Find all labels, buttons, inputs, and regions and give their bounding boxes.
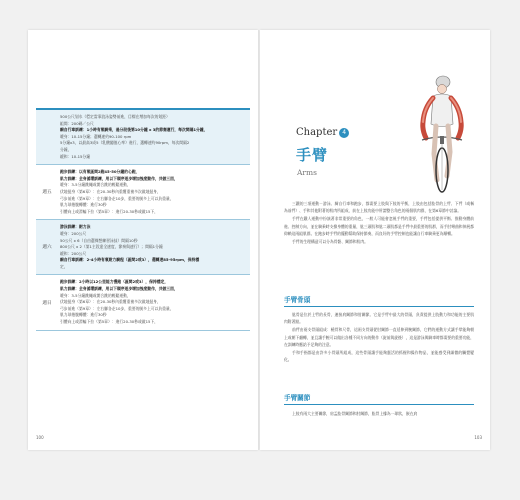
- plan-line: 弓步前進（第9章）：左右腳各走10步，重要的腿多上可以負重量，: [60, 305, 174, 311]
- chapter-subtitle: Arms: [297, 168, 317, 177]
- section-text: [284, 311, 474, 364]
- day-label: 週日: [42, 300, 52, 306]
- plan-line: 伏地挺身（第6章）：在20-30秒內重覆重複多次做地挺身，: [60, 188, 161, 194]
- plan-line: 定，: [60, 263, 68, 269]
- paragraph: 三鐵的三項運動－游泳、騎自行車和跑步，都需要上肢與下肢的平衡，上肢由包括肱骨的上臂、下臂（或稱為前臂）、手和其他附著的肌肉所組成，前在上肢功能中所謂整合角色的兩個肌肉群，在第6章節中討論。: [284, 201, 474, 214]
- left-page: [28, 30, 258, 450]
- page-number: 103: [474, 435, 482, 440]
- table-row: [36, 275, 250, 330]
- table-row: [36, 220, 250, 275]
- day-label: 週六: [42, 245, 52, 251]
- plan-line: 組間：200碼／公尺: [60, 120, 94, 126]
- chapter-number-badge: 4: [339, 128, 349, 138]
- section-text: [284, 410, 474, 418]
- table-row: [36, 165, 250, 220]
- section-heading: 手臂關節: [284, 394, 311, 402]
- paragraph: 手和手指都是由許多小骨頭所組成，這些骨頭讓手能夠靈活的抓握和操作物品，並能感受到細微的觸覺變化。: [284, 350, 474, 363]
- plan-line: 伏地挺身（第6章）：在20-30秒內重覆重複多次做地挺身，: [60, 299, 161, 305]
- table-row: [36, 110, 250, 165]
- plan-line: 肌力訓練：全身循環訓練，用以下順序逐步增加強度動作，共做三回，: [60, 175, 178, 181]
- paragraph: 肱骨是位於上臂的長骨，連接肩關節和肘關節。它是手臂中最大的骨頭，負責提供上肢動力和功能的主要肌肉附著點。: [284, 312, 474, 325]
- intro-text: [284, 200, 474, 246]
- day-label: [36, 110, 58, 164]
- day-label: 週五: [42, 190, 52, 196]
- plan-line: 緩和：10-15分鐘: [60, 153, 91, 159]
- plan-line: 引體向上或滑輪下拉（第5章）：進行20-30秒或做15下，: [60, 208, 159, 214]
- section-heading: 手臂骨頭: [284, 296, 311, 304]
- plan-line: 暖身：3-5分鐘跳繩或開合跳的輕鬆運動，: [60, 292, 131, 298]
- plan-line: 暖身：3-5分鐘跳繩或開合跳的輕鬆運動，: [60, 182, 131, 188]
- plan-line: 騎自行車訓練：2-4小時有氧耐力騎程（區間2或3），選轉速85-95rpm，保持穩: [60, 257, 200, 263]
- section-divider: [284, 306, 474, 307]
- chapter-label: [296, 127, 349, 138]
- plan-line: 緩和：200公尺: [60, 250, 87, 256]
- plan-line: 肌力球捲腹轉體：進行30秒: [60, 312, 107, 318]
- right-page: [260, 30, 490, 450]
- plan-line: 分鐘，: [60, 146, 72, 152]
- cyclist-illustration: [410, 72, 472, 194]
- plan-line: 跑步訓練：以有氧區間2跑45-50分鐘的心跑，: [60, 169, 140, 175]
- plan-line: 弓步前進（第9章）：左右腳各走10步，重要的腿多上可以負重量，: [60, 195, 174, 201]
- page-number: 100: [36, 435, 44, 440]
- plan-line: 500公尺划水（穩定當事浪泳姿勢前進，目標在增加每次的划距）: [60, 114, 170, 119]
- paragraph: 手臂在鐵人運動中扮演著非常重要的角色，一般人可能會忽視手臂的重要，手臂包括提供平衡、推動身體前進、控制方向，並在騎乘時支撐身體的重量，肱三頭肌和肱二頭肌都是手臂中最重要的肌群，而手肘彎曲和伸展都仰賴這兩組肌群。在跑步時手臂的擺動幫助保持節奏，而良好的手臂控制也能讓自行車騎乘更為順暢。: [284, 216, 474, 236]
- plan-line: 跑步訓練：2小時以12公里能力慢跑（區間2或3），保持穩定，: [60, 279, 169, 285]
- plan-line: 800公尺 x 2（第1主段達全速度，節奏與速行）；間隔1分鐘: [60, 244, 163, 250]
- paragraph: 前臂由兩支骨頭組成：橈骨和尺骨，這兩支骨頭從肘關節一直延伸到腕關節，它們的運動方式讓手掌能夠朝上或朝下翻轉，並且讓手腕可以做出各種不同方向的動作（旋前與旋後），這是游泳與騎車時都需要的重要功能，在訓練時應給予足夠的注意。: [284, 327, 474, 347]
- paragraph: 上肢有兩大主要關節，肩盂肱骨關節和肘關節，肱骨上緣為一球狀，嵌在肩: [292, 411, 418, 416]
- plan-line: 引體向上或滑輪下拉（第5章）：進行20-30秒或做15下，: [60, 319, 159, 325]
- plan-line: 50公尺 x 6（自由選擇想練習泳技）間隔10秒: [60, 237, 138, 243]
- plan-line: 暖身：200公尺: [60, 230, 87, 236]
- plan-line: 暖身：10-15分鐘；選轉速約90-100 rpm: [60, 133, 132, 139]
- plan-line: 游泳訓練：耐力泳: [60, 224, 91, 230]
- paragraph: 手臂的生理構造可以分為骨骼、關節和肌肉。: [292, 239, 368, 245]
- chapter-title: 手臂: [296, 146, 329, 164]
- plan-line: 肌力球捲腹轉體：進行30秒: [60, 202, 107, 208]
- plan-line: 騎自行車訓練：1小時有氧騎乘，過分段後第10分鐘 x 3的節奏運行，每次間隔1分鐘，: [60, 127, 208, 133]
- plan-line: 肌力訓練：全身循環訓練，用以下順序逐步增加強度動作，共做三回，: [60, 286, 178, 292]
- training-plan-table: [36, 108, 250, 331]
- plan-line: 5分鐘x3，以最高3成5（乳酸閾值心率）進行，選轉速約90rpm，每次間隔2: [60, 140, 190, 146]
- chapter-word: Chapter: [296, 127, 338, 138]
- section-divider: [284, 404, 474, 405]
